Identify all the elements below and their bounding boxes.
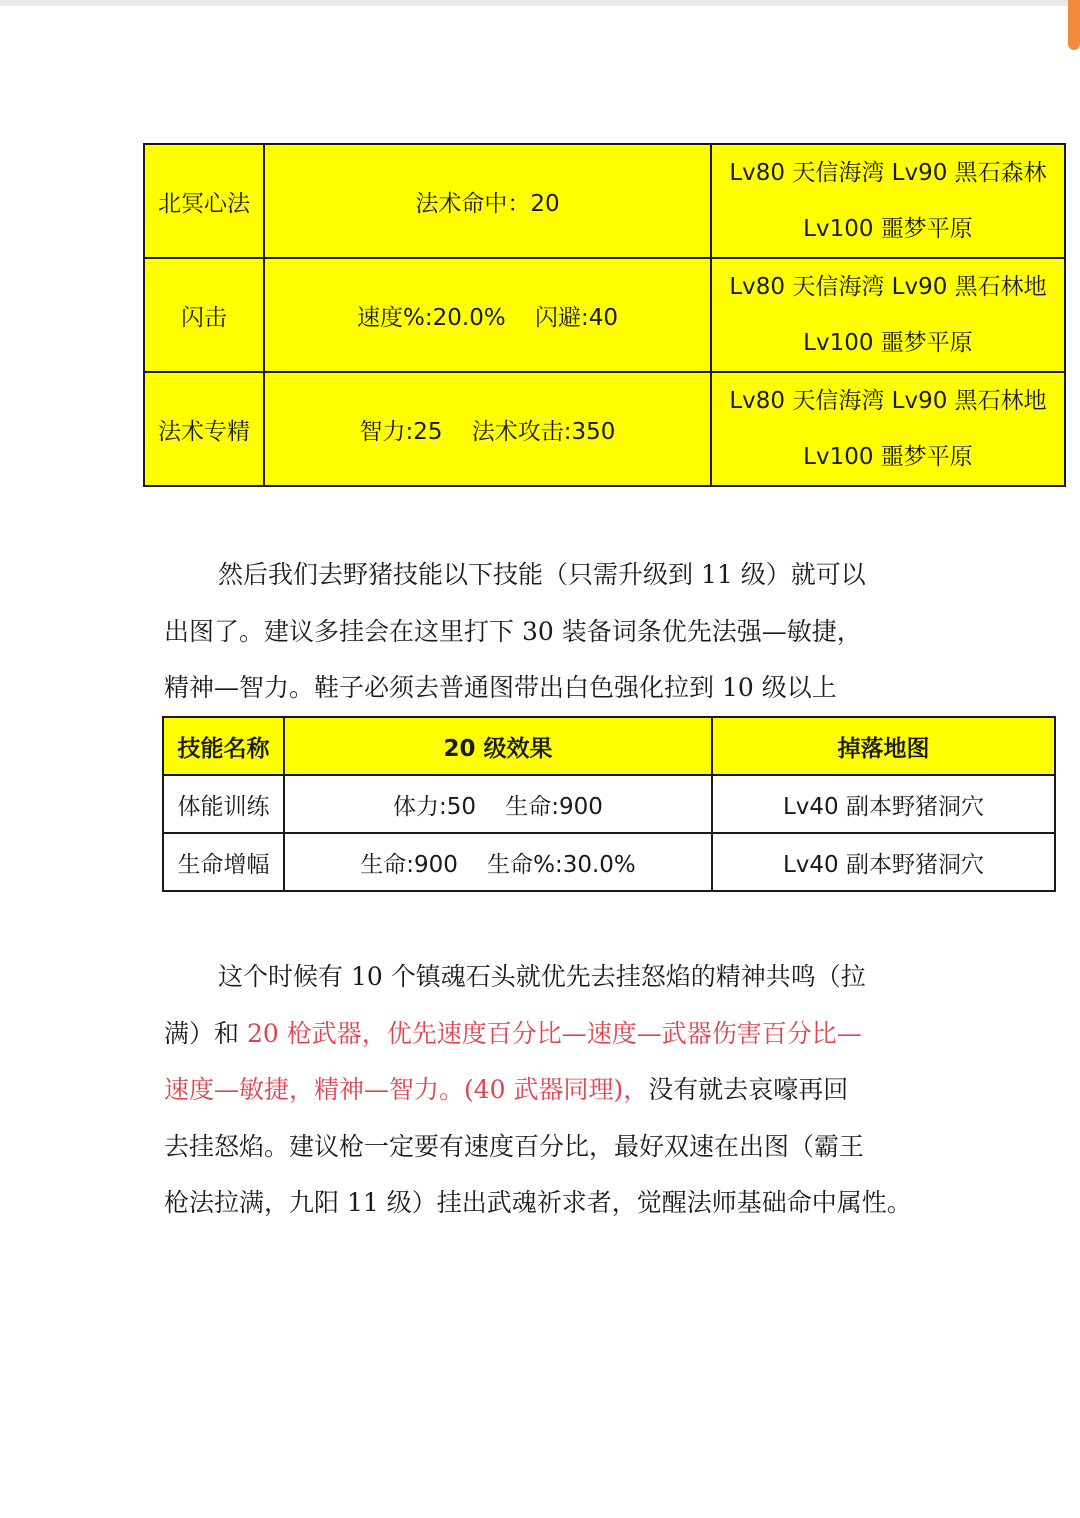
skills-table-1 [143, 143, 1066, 487]
paragraph-line: 这个时候有 10 个镇魂石头就优先去挂怒焰的精神共鸣（拉 [218, 962, 866, 991]
drop-map-cell [711, 144, 1065, 258]
paragraph-line [164, 1062, 924, 1119]
top-bar [0, 0, 1080, 6]
drop-map-line: Lv100 噩梦平原 [803, 444, 973, 470]
skill-name-cell: 生命增幅 [163, 833, 284, 891]
skill-effect-cell: 智力:25 法术攻击:350 [264, 372, 711, 486]
skill-name-cell: 体能训练 [163, 775, 284, 833]
drop-map-cell [711, 372, 1065, 486]
table-row [144, 258, 1065, 372]
drop-map-cell: Lv40 副本野猪洞穴 [712, 775, 1055, 833]
table-header-row [163, 717, 1055, 775]
table-row [163, 775, 1055, 833]
paragraph-text: 没有就去哀嚎再回 [648, 1075, 849, 1104]
drop-map-line: Lv80 天信海湾 Lv90 黑石林地 [729, 274, 1047, 300]
skill-name-cell: 法术专精 [144, 372, 264, 486]
header-drop-map: 掉落地图 [712, 717, 1055, 775]
skill-name-cell: 北冥心法 [144, 144, 264, 258]
paragraph-line: 枪法拉满，九阳 11 级）挂出武魂祈求者，觉醒法师基础命中属性。 [164, 1188, 912, 1217]
skill-effect-cell: 速度%:20.0% 闪避:40 [264, 258, 711, 372]
highlighted-text: 20 枪武器，优先速度百分比—速度—武器伤害百分比— [246, 1018, 862, 1048]
paragraph-line: 精神—智力。鞋子必须去普通图带出白色强化拉到 10 级以上 [164, 673, 837, 702]
drop-map-cell [711, 258, 1065, 372]
paragraph-line: 出图了。建议多挂会在这里打下 30 装备词条优先法强—敏捷， [164, 616, 862, 646]
paragraph-wild-boar-skills [164, 547, 924, 717]
paragraph-line [164, 1006, 924, 1063]
drop-map-line: Lv100 噩梦平原 [803, 216, 973, 242]
paragraph-text: 满）和 [164, 1018, 247, 1048]
skills-table-2 [162, 716, 1056, 892]
table-row [144, 372, 1065, 486]
highlighted-text: 速度—敏捷，精神—智力。(40 武器同理)， [164, 1075, 649, 1104]
drop-map-cell: Lv40 副本野猪洞穴 [712, 833, 1055, 891]
paragraph-line: 然后我们去野猪技能以下技能（只需升级到 11 级）就可以 [218, 560, 866, 589]
table-row [163, 833, 1055, 891]
skill-name-cell: 闪击 [144, 258, 264, 372]
drop-map-line: Lv80 天信海湾 Lv90 黑石森林 [729, 160, 1047, 186]
paragraph-weapon-advice [164, 949, 924, 1232]
header-skill-name: 技能名称 [163, 717, 284, 775]
header-level-effect: 20 级效果 [284, 717, 712, 775]
skill-effect-cell: 生命:900 生命%:30.0% [284, 833, 712, 891]
skill-effect-cell: 体力:50 生命:900 [284, 775, 712, 833]
table-row [144, 144, 1065, 258]
scrollbar-thumb[interactable] [1068, 0, 1080, 50]
drop-map-line: Lv80 天信海湾 Lv90 黑石林地 [729, 388, 1047, 414]
drop-map-line: Lv100 噩梦平原 [803, 330, 973, 356]
paragraph-line: 去挂怒焰。建议枪一定要有速度百分比，最好双速在出图（霸王 [164, 1131, 865, 1161]
skill-effect-cell: 法术命中：20 [264, 144, 711, 258]
